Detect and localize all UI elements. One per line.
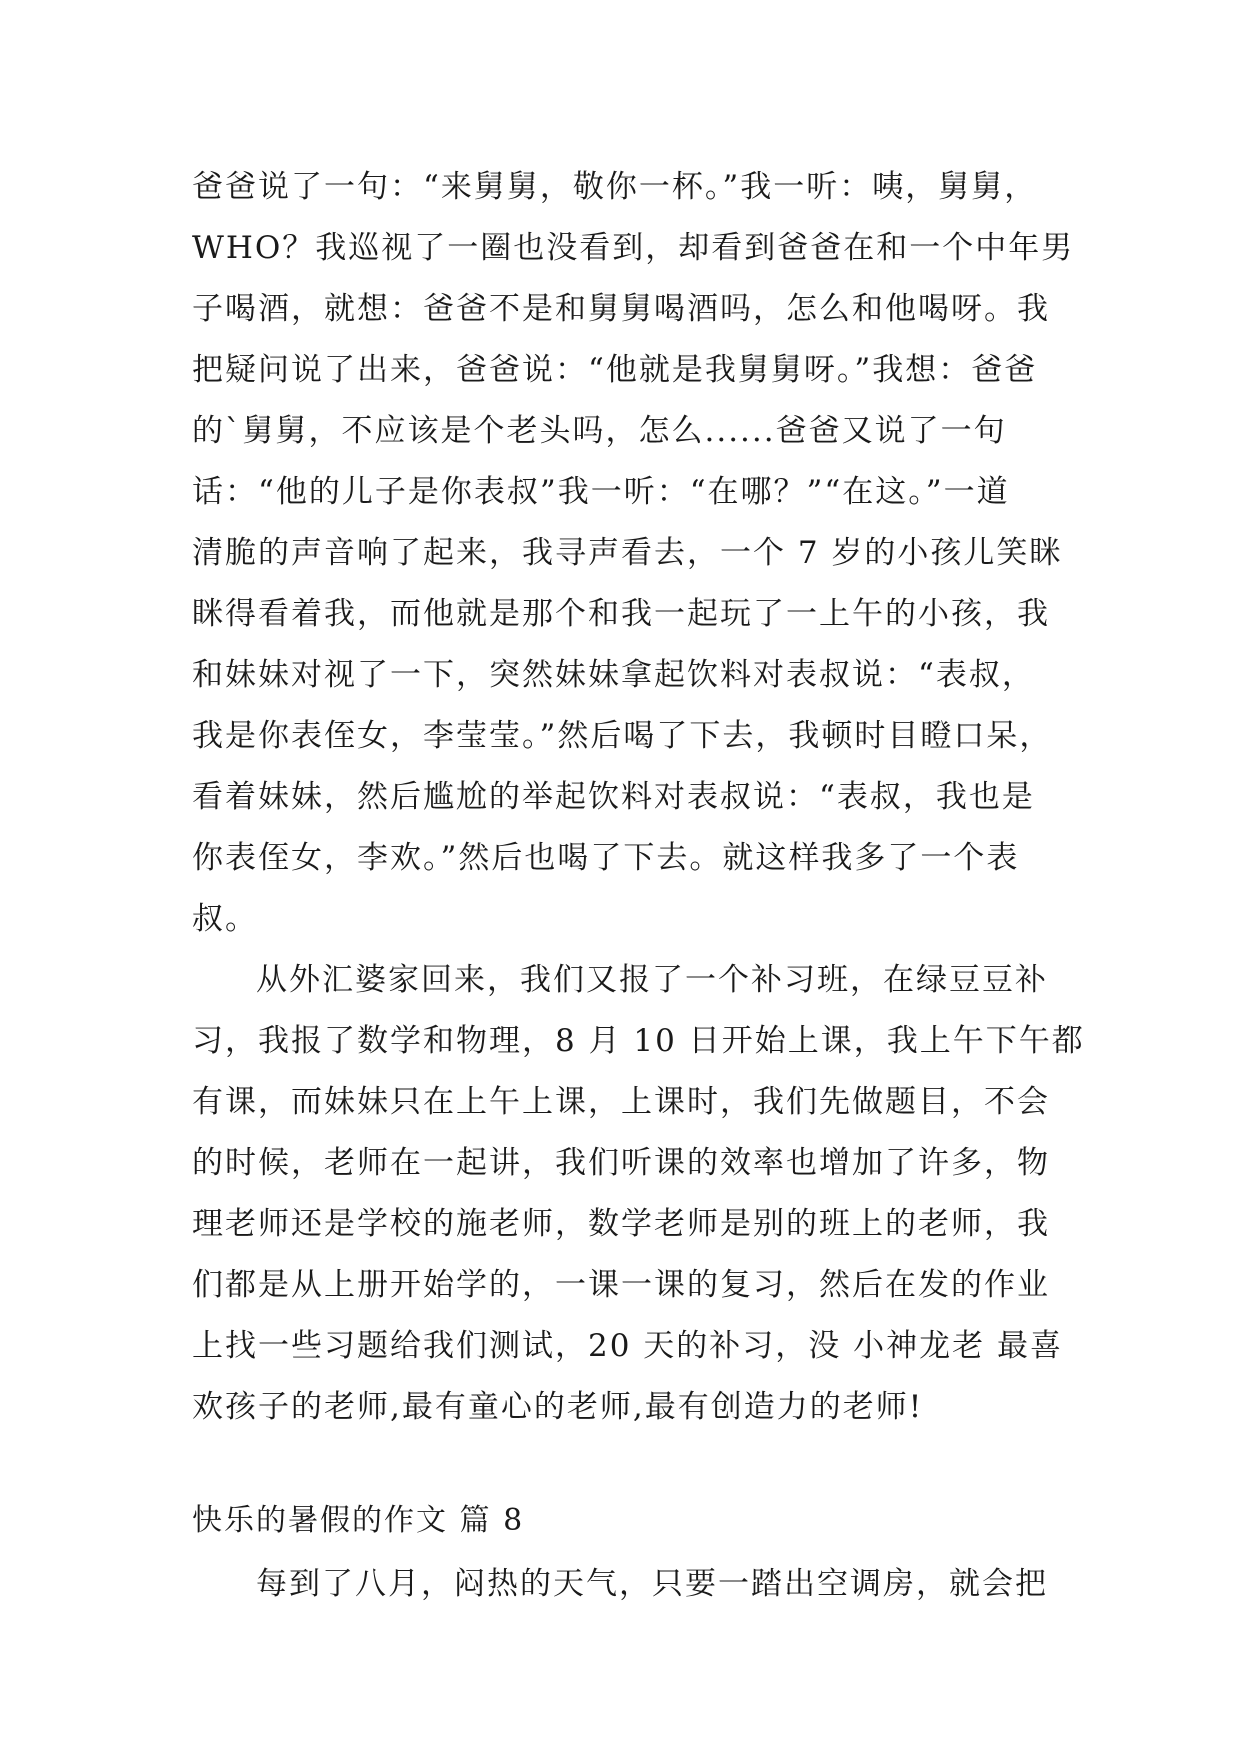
section-heading: 快乐的暑假的作文 篇 8 xyxy=(192,1503,525,1538)
paragraph-line: 的时候，老师在一起讲，我们听课的效率也增加了许多，物 xyxy=(192,1145,1050,1181)
paragraph-line: 上找一些习题给我们测试，20 天的补习，没 小神龙老 最喜 xyxy=(192,1328,1064,1364)
paragraph-line: 有课，而妹妹只在上午上课，上课时，我们先做题目，不会 xyxy=(192,1084,1050,1120)
paragraph-line: 看着妹妹，然后尴尬的举起饮料对表叔说：“表叔，我也是 xyxy=(192,779,1035,815)
paragraph-line: 把疑问说了出来，爸爸说：“他就是我舅舅呀。”我想：爸爸 xyxy=(192,352,1038,388)
paragraph-line: 子喝酒，就想：爸爸不是和舅舅喝酒吗，怎么和他喝呀。我 xyxy=(192,291,1050,327)
paragraph-line: 欢孩子的老师,最有童心的老师,最有创造力的老师! xyxy=(192,1389,924,1425)
paragraph-line: 和妹妹对视了一下，突然妹妹拿起饮料对表叔说：“表叔， xyxy=(192,657,1035,693)
paragraph-line: 叔。 xyxy=(192,901,258,937)
paragraph-line: 我是你表侄女，李莹莹。”然后喝了下去，我顿时目瞪口呆， xyxy=(192,718,1053,754)
paragraph-line: 话：“他的儿子是你表叔”我一听：“在哪？”“在这。”一道 xyxy=(192,474,1010,510)
paragraph-line: 从外汇婆家回来，我们又报了一个补习班，在绿豆豆补 xyxy=(256,962,1048,998)
paragraph-line: WHO？我巡视了一圈也没看到，却看到爸爸在和一个中年男 xyxy=(192,230,1075,266)
paragraph-line: 们都是从上册开始学的，一课一课的复习，然后在发的作业 xyxy=(192,1267,1050,1303)
paragraph-line: 每到了八月，闷热的天气，只要一踏出空调房，就会把 xyxy=(256,1566,1048,1602)
paragraph-line: 习，我报了数学和物理，8 月 10 日开始上课，我上午下午都 xyxy=(192,1023,1085,1059)
paragraph-line: 理老师还是学校的施老师，数学老师是别的班上的老师，我 xyxy=(192,1206,1050,1242)
paragraph-line: 你表侄女，李欢。”然后也喝了下去。就这样我多了一个表 xyxy=(192,840,1020,876)
paragraph-line: 清脆的声音响了起来，我寻声看去，一个 7 岁的小孩儿笑眯 xyxy=(192,535,1063,571)
paragraph-line: 爸爸说了一句：“来舅舅，敬你一杯。”我一听：咦，舅舅， xyxy=(192,169,1038,205)
paragraph-line: 的`舅舅，不应该是个老头吗，怎么......爸爸又说了一句 xyxy=(192,413,1007,449)
paragraph-line: 眯得看着我，而他就是那个和我一起玩了一上午的小孩，我 xyxy=(192,596,1050,632)
